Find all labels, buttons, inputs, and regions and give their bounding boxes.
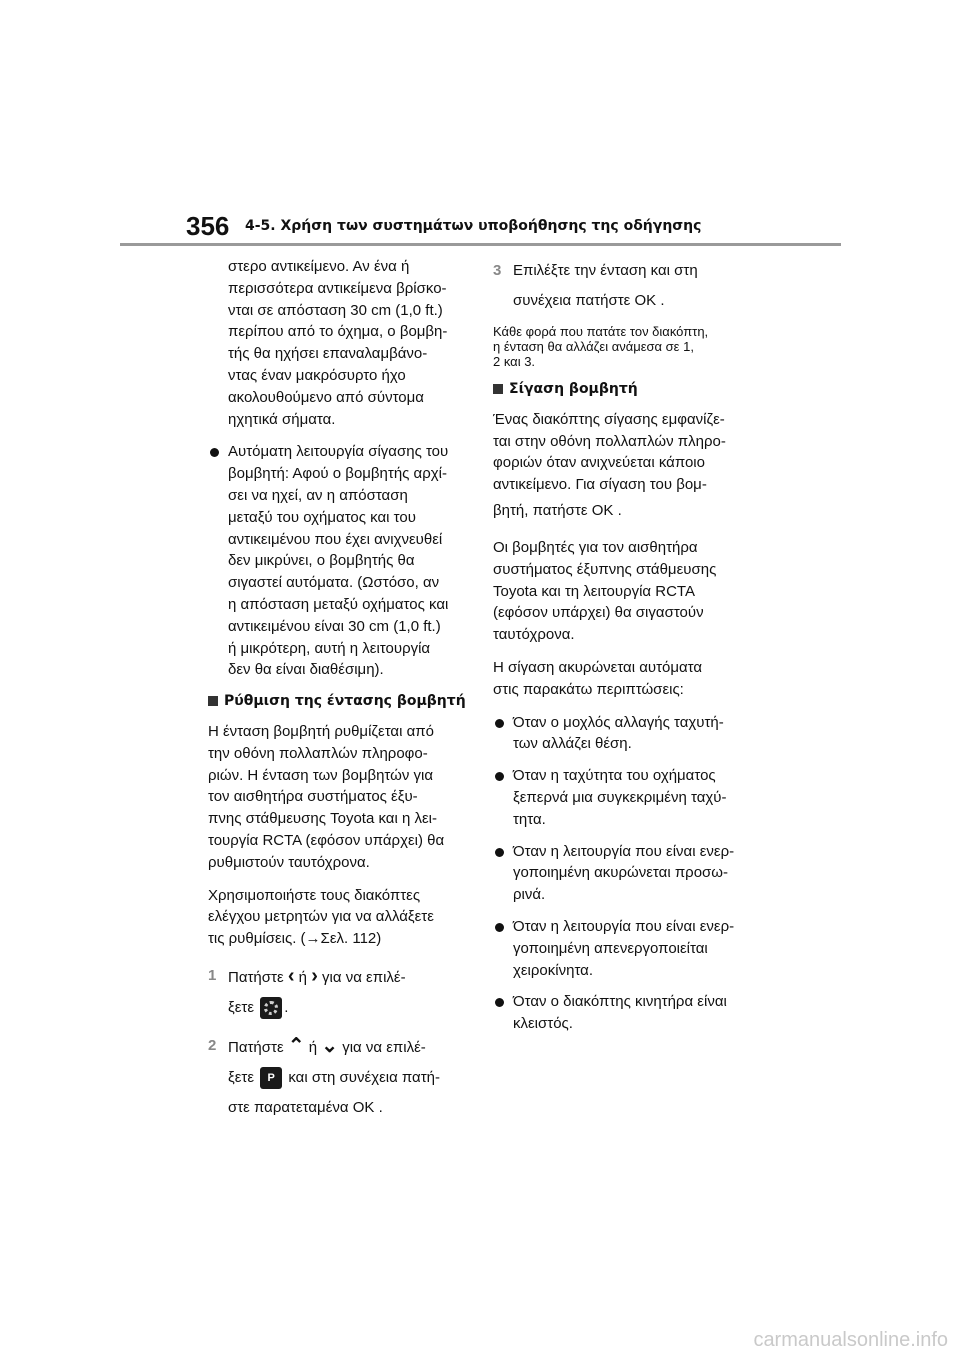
chevron-left-icon: ‹ bbox=[287, 964, 295, 987]
text-line: συστήματος έξυπνης στάθμευσης bbox=[493, 560, 717, 578]
text-line: τητα. bbox=[513, 810, 546, 828]
list-item bbox=[493, 991, 755, 1035]
text-line bbox=[228, 1063, 470, 1093]
text-line: ντας έναν μακρόσυρτο ήχο bbox=[228, 366, 406, 384]
text-line: ριών. Η ένταση των βομβητών για bbox=[208, 766, 434, 784]
text-line bbox=[228, 961, 470, 993]
text-line: αντικειμένου που έχει ανιχνευθεί bbox=[228, 530, 443, 548]
text-line: περισσότερα αντικείμενα βρίσκο- bbox=[228, 279, 447, 297]
text-line: πνης στάθμευσης Toyota και η λει- bbox=[208, 810, 437, 828]
chevron-right-icon: › bbox=[311, 964, 318, 987]
text-line: ρινά. bbox=[513, 886, 546, 904]
text-line: η απόσταση μεταξύ οχήματος και bbox=[228, 595, 449, 613]
text-line: (εφόσον υπάρχει) θα σιγαστούν bbox=[493, 604, 704, 622]
text-line: γοποιημένη απενεργοποιείται bbox=[513, 939, 708, 957]
text-line: Η ένταση βομβητή ρυθμίζεται από bbox=[208, 722, 434, 740]
step-1 bbox=[208, 961, 470, 1023]
parking-sensor-icon: P bbox=[260, 1067, 282, 1089]
bullet-icon bbox=[495, 998, 504, 1007]
text-line: Toyota και τη λειτουργία RCTA bbox=[493, 582, 695, 600]
bullet-icon bbox=[495, 848, 504, 857]
settings-gear-icon bbox=[260, 997, 282, 1019]
text-line: Οι βομβητές για τον αισθητήρα bbox=[493, 538, 698, 556]
text: και στη συνέχεια πατή- bbox=[288, 1068, 440, 1086]
text-line: Ένας διακόπτης σίγασης εμφανίζε- bbox=[493, 410, 725, 428]
text-line: φοριών όταν ανιχνεύεται κάποιο bbox=[493, 454, 705, 472]
text: Πατήστε bbox=[228, 968, 284, 986]
text-line: Επιλέξτε την ένταση και στη bbox=[513, 262, 698, 279]
text-line: ται στην οθόνη πολλαπλών πληρο- bbox=[493, 432, 726, 450]
text-line bbox=[493, 496, 755, 526]
text: ή bbox=[298, 968, 308, 986]
text-line bbox=[228, 1031, 470, 1063]
paragraph bbox=[208, 721, 470, 874]
text-line: στις παρακάτω περιπτώσεις: bbox=[493, 680, 684, 698]
watermark: carmanualsonline.info bbox=[753, 1329, 948, 1351]
text: ξετε bbox=[228, 998, 255, 1016]
text-line: γοποιημένη ακυρώνεται προσω- bbox=[513, 864, 729, 882]
ok-button-label: OK bbox=[352, 1098, 375, 1116]
ok-button-label: OK bbox=[591, 501, 614, 519]
text-line: τον αισθητήρα συστήματος έξυ- bbox=[208, 788, 418, 806]
text-line bbox=[228, 993, 470, 1023]
text: ξετε bbox=[228, 1068, 255, 1086]
text-line: Όταν η λειτουργία που είναι ενερ- bbox=[513, 917, 735, 935]
step-2 bbox=[208, 1031, 470, 1123]
page-number: 356 bbox=[186, 211, 230, 241]
text-line bbox=[513, 286, 755, 316]
text-line: νται σε απόσταση 30 cm (1,0 ft.) bbox=[228, 301, 443, 319]
text-line: των αλλάζει θέση. bbox=[513, 735, 632, 753]
text-line: αντικείμενο. Για σίγαση του βομ- bbox=[493, 476, 707, 494]
text-line: ρυθμιστούν ταυτόχρονα. bbox=[208, 853, 370, 871]
page-header bbox=[0, 0, 960, 250]
text-line: η ένταση θα αλλάζει ανάμεσα σε 1, bbox=[493, 339, 694, 354]
text-line: σει να ηχεί, αν η απόσταση bbox=[228, 486, 408, 504]
text-line: την οθόνη πολλαπλών πληροφο- bbox=[208, 744, 428, 762]
text-line: Όταν ο μοχλός αλλαγής ταχυτή- bbox=[513, 713, 724, 731]
chevron-up-icon: ⌃ bbox=[287, 1034, 305, 1057]
text-line: στερο αντικείμενο. Αν ένα ή bbox=[228, 258, 410, 275]
text-line: Αυτόματη λειτουργία σίγασης του bbox=[228, 443, 449, 461]
step-number: 3 bbox=[493, 262, 502, 279]
heading-text: Ρύθμιση της έντασης βομβητή bbox=[224, 693, 466, 710]
square-bullet-icon bbox=[208, 696, 218, 706]
text-line bbox=[228, 1093, 470, 1123]
bullet-icon bbox=[495, 772, 504, 781]
text-line: κλειστός. bbox=[513, 1015, 573, 1033]
text-line: τής θα ηχήσει επαναλαμβάνο- bbox=[228, 345, 428, 363]
text-line: ταυτόχρονα. bbox=[493, 626, 575, 644]
text-line: 2 και 3. bbox=[493, 354, 536, 369]
bullet-icon bbox=[495, 923, 504, 932]
header-divider bbox=[120, 243, 841, 246]
text: . bbox=[660, 292, 665, 309]
text-line: ελέγχου μετρητών για να αλλάξετε bbox=[208, 908, 434, 926]
text-line: βομβητή: Αφού ο βομβητής αρχί- bbox=[228, 465, 447, 483]
text: βητή, πατήστε bbox=[493, 501, 588, 519]
text-line: ξεπερνά μια συγκεκριμένη ταχύ- bbox=[513, 788, 727, 806]
paragraph bbox=[493, 409, 755, 526]
text: στε παρατεταμένα bbox=[228, 1098, 349, 1116]
section-title: 4-5. Χρήση των συστημάτων υποβοήθησης της οδήγησης bbox=[245, 218, 702, 234]
text-line: χειροκίνητα. bbox=[513, 961, 593, 979]
text-line: Όταν η λειτουργία που είναι ενερ- bbox=[513, 842, 735, 860]
text: . bbox=[378, 1098, 383, 1116]
text-line: τις ρυθμίσεις. (→Σελ. 112) bbox=[208, 930, 382, 948]
text-line: ή μικρότερη, αυτή η λειτουργία bbox=[228, 639, 431, 657]
bullet-icon bbox=[495, 719, 504, 728]
intro-paragraph bbox=[208, 256, 470, 430]
square-bullet-icon bbox=[493, 384, 503, 394]
text: . bbox=[617, 501, 622, 519]
note bbox=[493, 324, 755, 369]
step-number: 2 bbox=[208, 1036, 217, 1054]
heading-text: Σίγαση βομβητή bbox=[509, 381, 638, 397]
text-line: Όταν η ταχύτητα του οχήματος bbox=[513, 767, 716, 785]
paragraph bbox=[493, 657, 755, 701]
text-line: σιγαστεί αυτόματα. (Ωστόσο, αν bbox=[228, 574, 440, 592]
list-item bbox=[208, 441, 470, 681]
step-3 bbox=[493, 256, 755, 316]
text: συνέχεια πατήστε bbox=[513, 292, 631, 309]
text-line: Όταν ο διακόπτης κινητήρα είναι bbox=[513, 993, 727, 1011]
right-column bbox=[493, 256, 755, 1045]
list-item bbox=[493, 841, 755, 906]
text: για να επιλέ- bbox=[322, 968, 406, 986]
ok-button-label: OK bbox=[634, 292, 657, 309]
chevron-down-icon: ⌄ bbox=[321, 1034, 339, 1057]
text: για να επιλέ- bbox=[342, 1038, 426, 1056]
bullet-icon bbox=[210, 448, 219, 457]
text: . bbox=[284, 998, 289, 1016]
text-line: περίπου από το όχημα, ο βομβη- bbox=[228, 323, 448, 341]
text-line: ηχητικά σήματα. bbox=[228, 410, 336, 428]
step-number: 1 bbox=[208, 966, 217, 984]
paragraph bbox=[208, 885, 470, 950]
text-line: μεταξύ του οχήματος και του bbox=[228, 508, 416, 526]
list-item bbox=[493, 765, 755, 830]
text-line: δεν θα είναι διαθέσιμη). bbox=[228, 661, 384, 679]
text: Πατήστε bbox=[228, 1038, 284, 1056]
text: ή bbox=[308, 1038, 318, 1056]
text-line: Κάθε φορά που πατάτε τον διακόπτη, bbox=[493, 324, 709, 339]
list-item bbox=[493, 712, 755, 756]
text-line: ακολουθούμενο από σύντομα bbox=[228, 388, 424, 406]
text-line: δεν μικρύνει, ο βομβητής θα bbox=[228, 552, 415, 570]
section-heading bbox=[493, 379, 755, 401]
text-line: Χρησιμοποιήστε τους διακόπτες bbox=[208, 886, 421, 904]
paragraph bbox=[493, 537, 755, 646]
list-item bbox=[493, 916, 755, 981]
text-line: τουργία RCTA (εφόσον υπάρχει) θα bbox=[208, 831, 445, 849]
text-line: αντικειμένου είναι 30 cm (1,0 ft.) bbox=[228, 617, 441, 635]
left-column bbox=[208, 256, 470, 1131]
text-line: Η σίγαση ακυρώνεται αυτόματα bbox=[493, 658, 703, 676]
section-heading bbox=[208, 691, 470, 713]
